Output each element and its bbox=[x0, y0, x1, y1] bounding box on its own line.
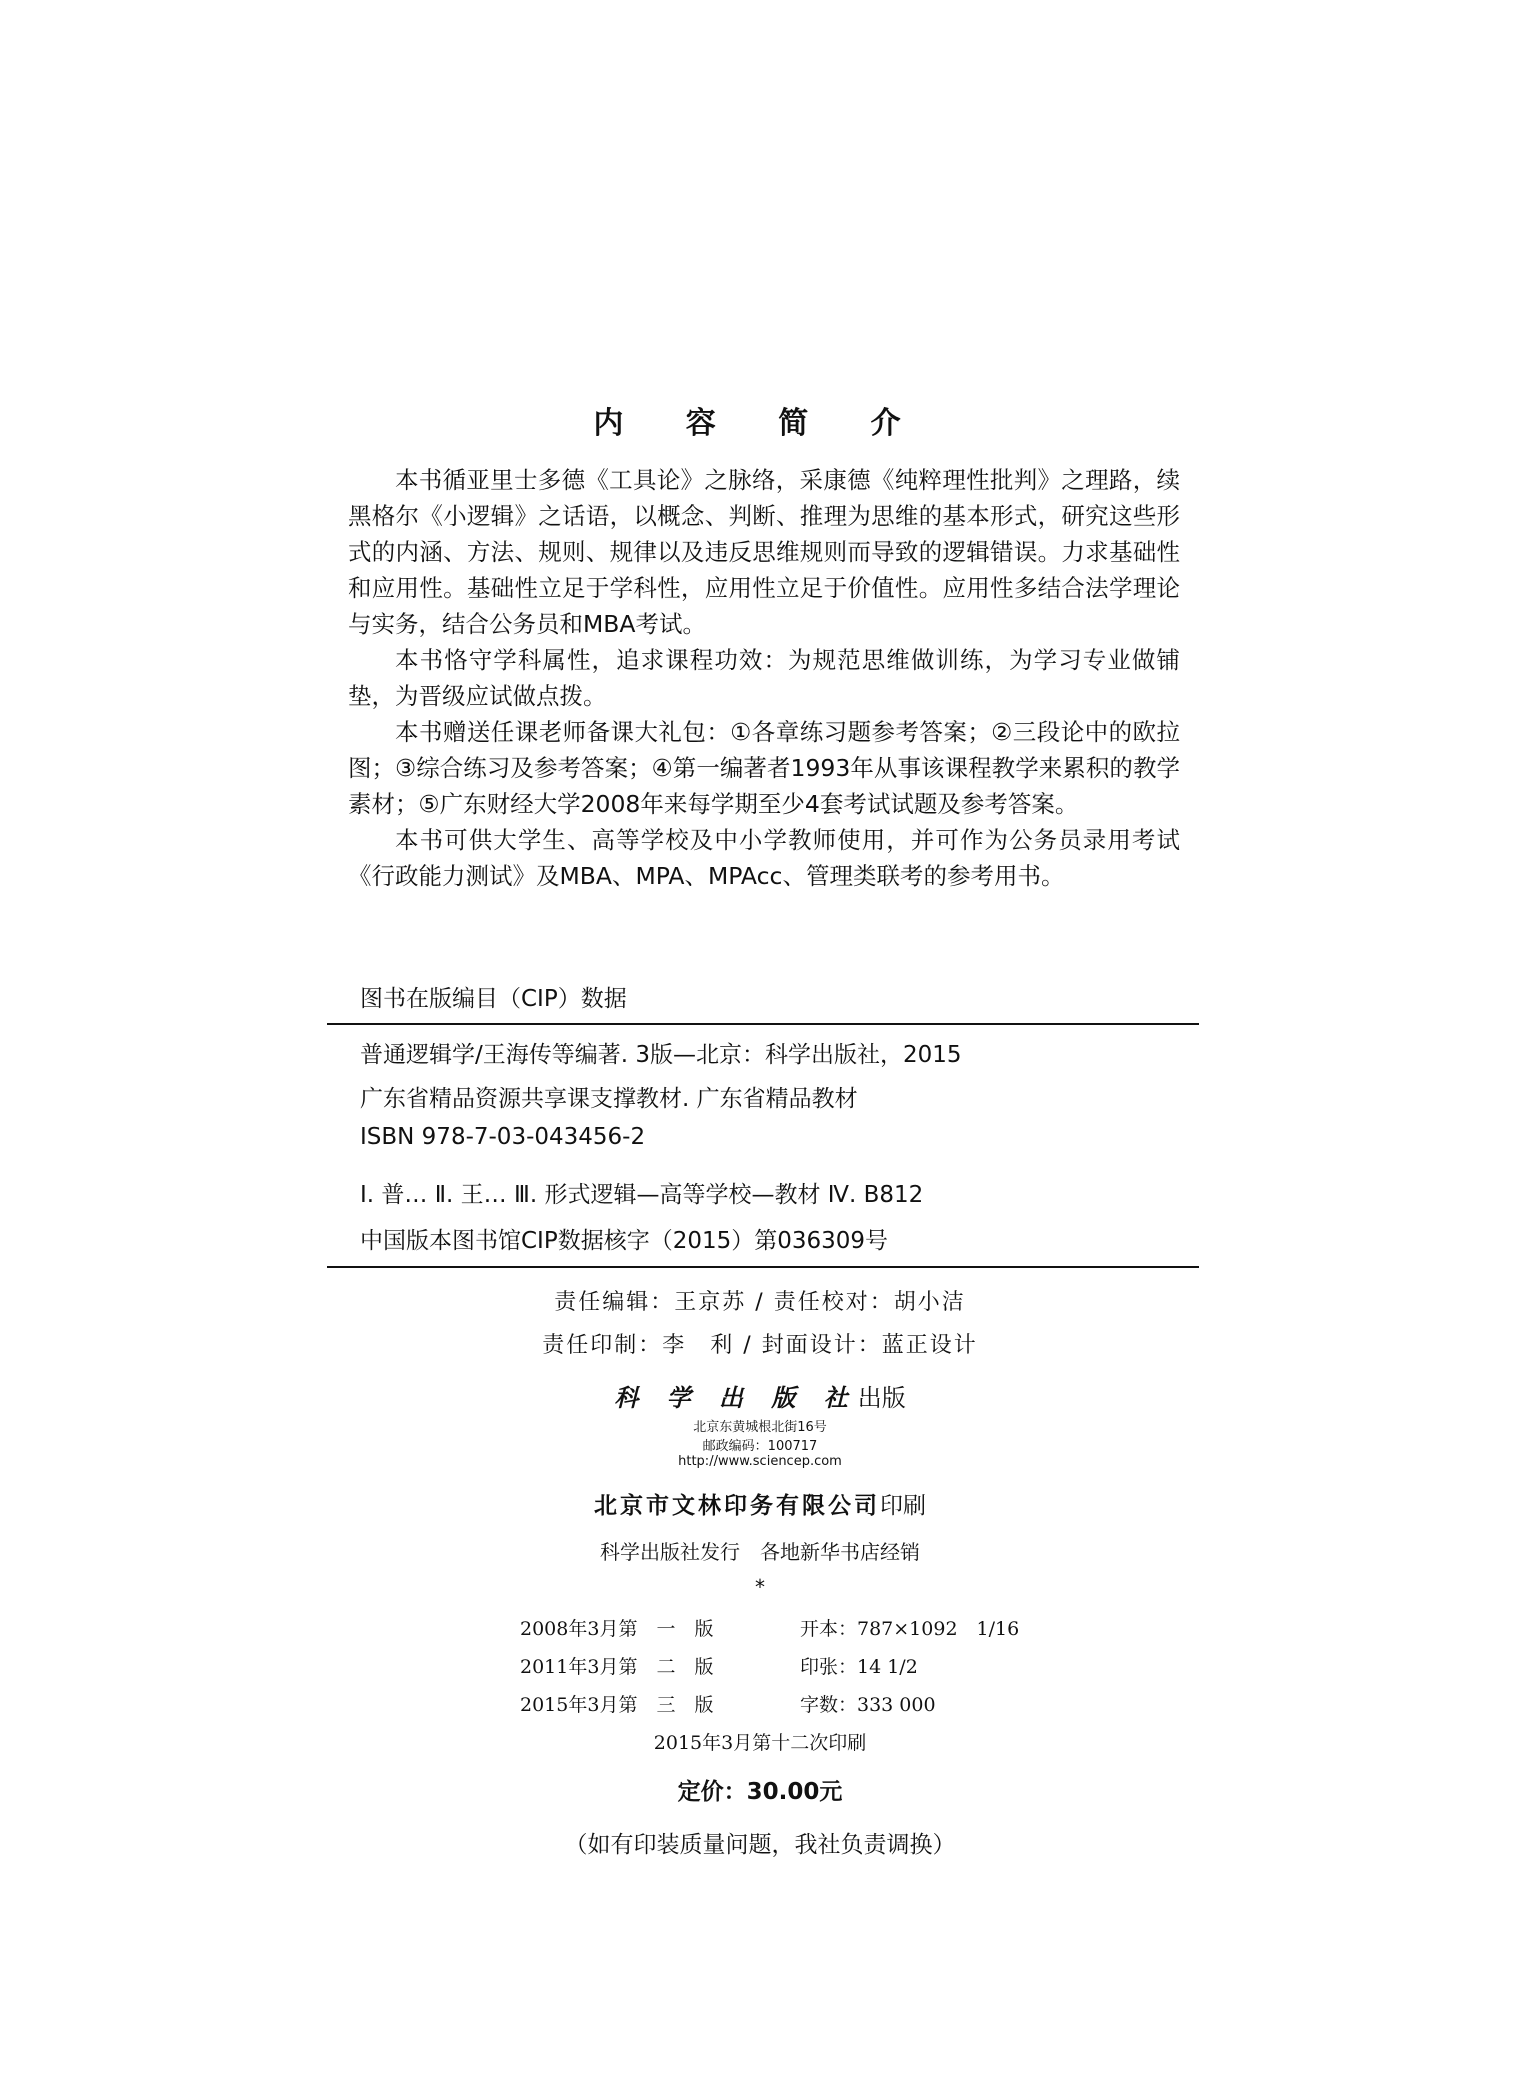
printer-suffix: 印刷 bbox=[880, 1493, 926, 1519]
cip-top-rule bbox=[327, 1023, 1199, 1025]
sheets-spec: 印张：14 1/2 bbox=[800, 1656, 918, 1678]
edition-3: 2015年3月第 三 版 bbox=[520, 1694, 714, 1716]
cip-line-2: 广东省精品资源共享课支撑教材. 广东省精品教材 bbox=[360, 1086, 858, 1112]
cip-line-3: ISBN 978-7-03-043456-2 bbox=[360, 1124, 646, 1150]
separator-asterisk: * bbox=[755, 1575, 765, 1599]
publisher-name: 科 学 出 版 社 bbox=[614, 1383, 858, 1412]
publisher-address: 北京东黄城根北街16号 bbox=[693, 1420, 827, 1435]
word-count: 字数：333 000 bbox=[800, 1694, 936, 1716]
printing-line: 2015年3月第十二次印刷 bbox=[653, 1732, 867, 1754]
format-spec: 开本：787×1092 1/16 bbox=[800, 1618, 1020, 1640]
publisher-suffix: 出版 bbox=[857, 1384, 906, 1412]
quality-note: （如有印装质量问题，我社负责调换） bbox=[564, 1832, 956, 1858]
cip-line-5: 中国版本图书馆CIP数据核字（2015）第036309号 bbox=[360, 1228, 889, 1254]
cip-heading: 图书在版编目（CIP）数据 bbox=[360, 986, 627, 1012]
publisher-postcode: 邮政编码：100717 bbox=[702, 1439, 818, 1454]
cip-bottom-rule bbox=[327, 1266, 1199, 1268]
intro-paragraph-4: 本书可供大学生、高等学校及中小学教师使用，并可作为公务员录用考试《行政能力测试》及MBA、MPA、MPAcc、管理类联考的参考用书。 bbox=[348, 826, 1180, 890]
staff-line-2: 责任印制：李 利 / 封面设计：蓝正设计 bbox=[542, 1333, 978, 1358]
publisher-url: http://www.sciencep.com bbox=[678, 1454, 842, 1469]
edition-2: 2011年3月第 二 版 bbox=[520, 1656, 714, 1678]
distribution-line: 科学出版社发行 各地新华书店经销 bbox=[600, 1540, 920, 1564]
intro-paragraph-3: 本书赠送任课老师备课大礼包：①各章练习题参考答案；②三段论中的欧拉图；③综合练习及参考答案；④第一编著者1993年从事该课程教学来累积的教学素材；⑤广东财经大学2008年来每学期至少4套考试试题及参考答案。 bbox=[348, 718, 1180, 818]
cip-line-4: Ⅰ. 普… Ⅱ. 王… Ⅲ. 形式逻辑—高等学校—教材 Ⅳ. B812 bbox=[360, 1182, 924, 1208]
cip-line-1: 普通逻辑学/王海传等编著. 3版—北京：科学出版社，2015 bbox=[360, 1042, 962, 1068]
intro-paragraph-1: 本书循亚里士多德《工具论》之脉络，采康德《纯粹理性批判》之理路，续黑格尔《小逻辑》之话语，以概念、判断、推理为思维的基本形式，研究这些形式的内涵、方法、规则、规律以及违反思维规则而导致的逻辑错误。力求基础性和应用性。基础性立足于学科性，应用性立足于价值性。应用性多结合法学理论与实务，结合公务员和MBA考试。 bbox=[348, 466, 1180, 638]
publisher-line bbox=[0, 1378, 1520, 1413]
page-title: 内 容 简 介 bbox=[593, 406, 927, 441]
edition-1: 2008年3月第 一 版 bbox=[520, 1618, 714, 1640]
intro-text bbox=[348, 462, 1180, 894]
price-line: 定价：30.00元 bbox=[677, 1779, 843, 1805]
intro-paragraph-2: 本书恪守学科属性，追求课程功效：为规范思维做训练，为学习专业做铺垫，为晋级应试做点拨。 bbox=[348, 646, 1180, 710]
staff-line-1: 责任编辑：王京苏 / 责任校对：胡小洁 bbox=[554, 1290, 966, 1315]
printer-name: 北京市文林印务有限公司 bbox=[594, 1492, 880, 1519]
printer-line bbox=[0, 1487, 1520, 1520]
